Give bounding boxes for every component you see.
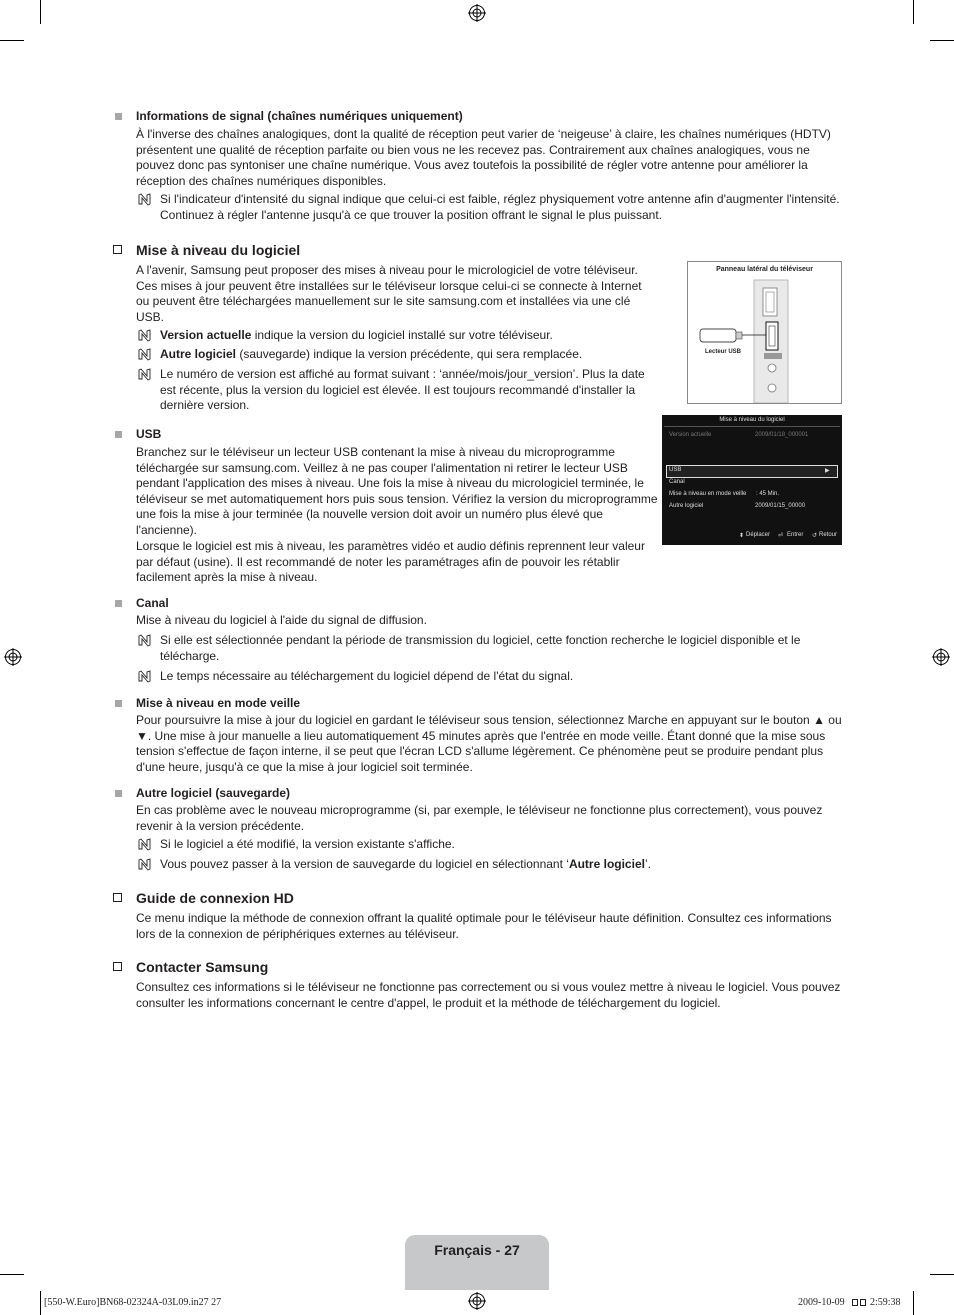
crop-mark (913, 1291, 914, 1315)
upgrade-note-version: Version actuelle indique la version du logiciel installé sur votre téléviseur. (160, 328, 553, 342)
crop-mark (0, 40, 24, 41)
crop-mark (930, 40, 954, 41)
note-icon (138, 838, 152, 851)
menu-item-standby[interactable]: Mise à niveau en mode veille (669, 491, 747, 497)
upgrade-paragraph: A l'avenir, Samsung peut proposer des mises à niveau pour le micrologiciel de votre téléviseur. Ces mises à jour peuvent être installées sur le téléviseur lorsque celui-ci se connecte à Internet ou peuvent être téléchargées manuellement sur le site samsung.com et installées via une clé USB. (136, 263, 642, 324)
bullet-square-icon (115, 600, 122, 607)
note-icon (138, 329, 152, 342)
crop-mark (930, 1274, 954, 1275)
hd-paragraph: Ce menu indique la méthode de connexion offrant la qualité optimale pour le téléviseur haute définition. Consultez ces informations lors de la connexion de périphériques externes au téléviseur. (136, 911, 832, 941)
autre-note-1: Si le logiciel a été modifié, la version existante s'affiche. (160, 837, 455, 851)
missing-glyph-icon (852, 1299, 858, 1306)
veille-paragraph: Pour poursuivre la mise à jour du logiciel en gardant le téléviseur sous tension, sélectionnez Marche en appuyant sur le bouton ▲ ou ▼. Une mise à jour manuelle a lieu automatiquement 45 minutes après que l'entrée en mode veille. Étant donné que la mise sous tension s'effectue de façon interne, il se peut que l'écran LCD s'allume légèrement. Ce phénomène peut se produire pendant plus d'une heure, jusqu'à ce que la mise à jour logiciel soit terminée. (136, 713, 842, 774)
note-icon (138, 348, 152, 361)
crop-mark (913, 0, 914, 24)
canal-paragraph: Mise à niveau du logiciel à l'aide du signal de diffusion. (136, 613, 427, 627)
checkbox-bullet-icon (113, 962, 122, 971)
usb-paragraph-2: Lorsque le logiciel est mis à niveau, les paramètres vidéo et audio définis reprennent leur valeur par défaut (usine). Il est recommandé de noter les paramétrages afin de pouvoir les rétablir facilement après la mise à niveau. (136, 539, 645, 584)
registration-mark-icon (468, 4, 486, 22)
bullet-square-icon (115, 113, 122, 120)
menu-divider (664, 426, 840, 427)
tv-side-panel-drawing (688, 278, 841, 403)
signal-title: Informations de signal (chaînes numériques uniquement) (136, 109, 463, 123)
menu-footer-enter: Entrer (787, 532, 804, 538)
contact-heading: Contacter Samsung (136, 959, 269, 975)
print-file-info: [550-W.Euro]BN68-02324A-03L09.in27 27 (44, 1297, 222, 1308)
canal-note-1: Si elle est sélectionnée pendant la période de transmission du logiciel, cette fonction recherche le logiciel disponible et le télécharge. (160, 633, 801, 663)
menu-item-label: USB (669, 467, 682, 473)
registration-mark-icon (4, 648, 22, 666)
autre-title: Autre logiciel (sauvegarde) (136, 786, 291, 800)
menu-item-value: : 45 Min. (756, 491, 780, 497)
note-icon (138, 634, 152, 647)
upgrade-note-autre: Autre logiciel (sauvegarde) indique la version précédente, qui sera remplacée. (160, 347, 583, 361)
menu-title: Mise à niveau du logiciel (719, 417, 785, 423)
page-number-tab (405, 1235, 549, 1290)
bullet-square-icon (115, 431, 122, 438)
bullet-square-icon (115, 700, 122, 707)
menu-item-usb[interactable] (666, 465, 838, 478)
upgrade-note-format: Le numéro de version est affiché au format suivant : ‘année/mois/jour_version’. Plus la date est récente, plus la version du logiciel est élevée. Il est toujours recommandé d'installer la dernière version. (160, 367, 645, 412)
signal-note: Si l'indicateur d'intensité du signal indique que celui-ci est faible, réglez physiquement votre antenne afin d'augmenter l'intensité. Continuez à régler l'antenne jusqu'à ce que trouver la position offrant le signal le plus puissant. (160, 192, 840, 222)
usb-paragraph-1: Branchez sur le téléviseur un lecteur USB contenant la mise à niveau du microprogramme téléchargée sur samsung.com. Veillez à ne pas couper l'alimentation ni retirer le lecteur USB pendant l'application des mises à niveau. Une fois la mise à niveau du micrologiciel terminée, le téléviseur se met automatiquement hors puis sous tension. Vérifiez la version du microprogramme une fois la mise à jour terminée (la nouvelle version doit avoir un numéro plus élevé que l'ancienne). (136, 445, 658, 537)
print-date: 2009-10-09 (798, 1297, 845, 1308)
menu-footer-move: Déplacer (746, 532, 771, 538)
autre-paragraph: En cas problème avec le nouveau microprogramme (si, par exemple, le téléviseur ne fonctionne plus correctement), vous pouvez revenir à la version précédente. (136, 803, 823, 833)
crop-mark (0, 1274, 24, 1275)
veille-title: Mise à niveau en mode veille (136, 696, 301, 710)
usb-drive-label: Lecteur USB (705, 349, 742, 355)
return-icon: ↺ (812, 533, 818, 539)
note-icon (138, 858, 152, 871)
registration-mark-icon (468, 1292, 486, 1310)
usb-title: USB (136, 427, 162, 441)
canal-note-2: Le temps nécessaire au téléchargement du logiciel dépend de l'état du signal. (160, 669, 574, 683)
menu-item-value: 2009/01/15_00000 (755, 503, 806, 509)
signal-paragraph: À l'inverse des chaînes analogiques, dont la qualité de réception peut varier de ‘neigeuse’ à claire, les chaînes numériques (HDTV) présentent une qualité de réception parfaite ou bien vous ne les recevez pas. Contrairement aux chaînes analogiques, vous ne pouvez donc pas syntoniser une chaîne numérique. Vous avez toutefois la possibilité de régler votre antenne pour améliorer la réception des chaînes numériques disponibles. (136, 127, 831, 188)
menu-version-value: 2009/01/18_000001 (755, 432, 809, 438)
print-time: 2:59:38 (870, 1297, 901, 1308)
move-icon: ⬍ (739, 533, 745, 539)
page-number: Français - 27 (434, 1242, 520, 1258)
hd-heading: Guide de connexion HD (136, 890, 294, 906)
menu-item-alt-software[interactable]: Autre logiciel (669, 503, 704, 509)
contact-paragraph: Consultez ces informations si le téléviseur ne fonctionne pas correctement ou si vous voulez mettre à niveau le logiciel. Vous pouvez consulter les informations concernant le centre d'appel, le produit et la méthode de téléchargement du logiciel. (136, 980, 841, 1010)
upgrade-menu-screen (662, 415, 842, 545)
figure-title: Panneau latéral du téléviseur (716, 266, 813, 273)
autre-note-2: Vous pouvez passer à la version de sauvegarde du logiciel en sélectionnant ‘Autre logiciel’. (160, 857, 651, 871)
note-icon (138, 670, 152, 683)
enter-icon: ⏎ (778, 533, 784, 539)
missing-glyph-icon (860, 1299, 866, 1306)
crop-mark (40, 0, 41, 24)
menu-footer-back: Retour (819, 532, 838, 538)
canal-title: Canal (136, 596, 169, 610)
upgrade-heading: Mise à niveau du logiciel (136, 242, 301, 258)
chevron-right-icon: ▶ (825, 468, 830, 474)
registration-mark-icon (932, 648, 950, 666)
checkbox-bullet-icon (113, 245, 122, 254)
note-icon (138, 368, 152, 381)
note-icon (138, 193, 152, 206)
bullet-square-icon (115, 790, 122, 797)
checkbox-bullet-icon (113, 893, 122, 902)
tv-side-panel-figure (687, 261, 842, 404)
crop-mark (40, 1291, 41, 1315)
menu-version-label: Version actuelle (669, 432, 712, 438)
menu-item-canal[interactable]: Canal (669, 479, 685, 485)
